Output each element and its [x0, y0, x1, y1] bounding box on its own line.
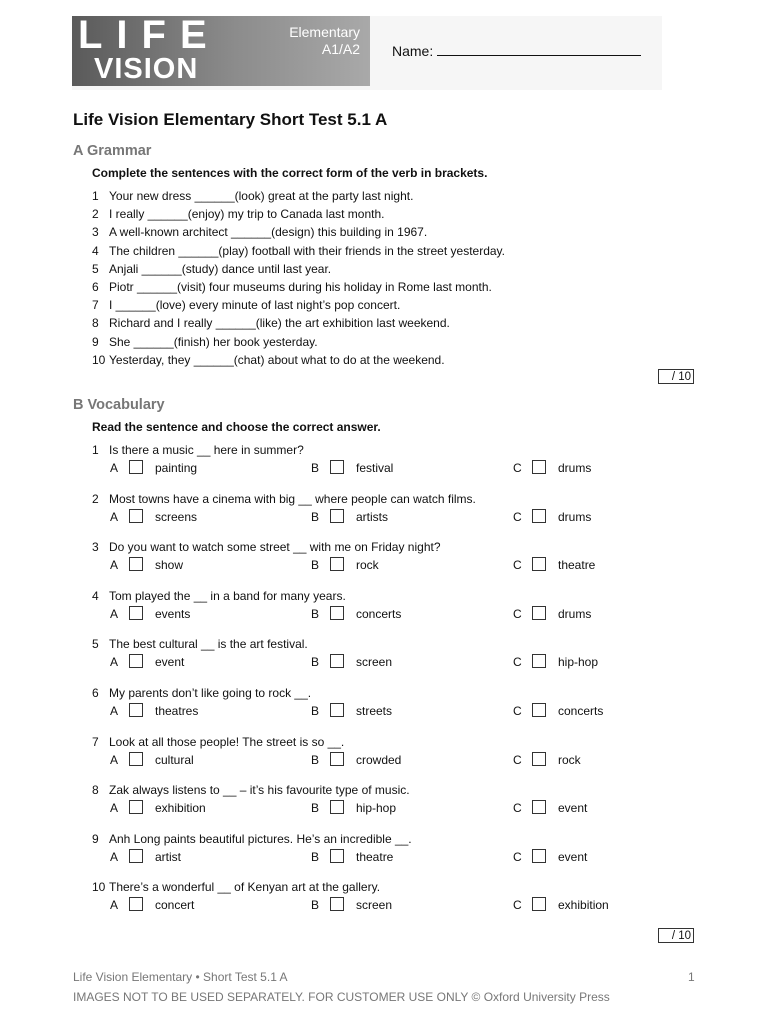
answer-checkbox[interactable]: [532, 654, 546, 668]
question-number: 2: [92, 491, 99, 506]
vocabulary-question: [92, 686, 311, 700]
option-letter: A: [110, 752, 119, 767]
question-number: 6: [92, 686, 99, 700]
answer-checkbox[interactable]: [330, 460, 344, 474]
option-letter: A: [110, 849, 119, 864]
option-text: events: [155, 606, 191, 621]
item-text: Richard and I really ______(like) the art exhibition last weekend.: [109, 316, 450, 331]
answer-checkbox[interactable]: [330, 703, 344, 717]
grammar-item: [92, 244, 505, 258]
answer-checkbox[interactable]: [330, 654, 344, 668]
item-text: I ______(love) every minute of last night’s pop concert.: [109, 298, 401, 313]
grammar-item: [92, 316, 450, 330]
question-text: My parents don’t like going to rock __.: [109, 686, 312, 700]
page-number: 1: [688, 970, 695, 984]
option-text: crowded: [356, 752, 402, 767]
item-number: 4: [92, 243, 99, 258]
question-number: 5: [92, 637, 99, 652]
answer-checkbox[interactable]: [129, 703, 143, 717]
answer-checkbox[interactable]: [129, 509, 143, 523]
answer-checkbox[interactable]: [330, 509, 344, 523]
vocabulary-question: [92, 492, 476, 506]
option-text: event: [155, 655, 185, 670]
answer-checkbox[interactable]: [129, 849, 143, 863]
question-text: There’s a wonderful __ of Kenyan art at the gallery.: [109, 880, 381, 895]
item-text: Anjali ______(study) dance until last year.: [109, 261, 332, 276]
item-number: 6: [92, 280, 99, 294]
question-text: The best cultural __ is the art festival.: [109, 637, 308, 652]
answer-checkbox[interactable]: [330, 752, 344, 766]
option-letter: B: [311, 461, 320, 475]
option-text: concerts: [356, 606, 402, 621]
question-number: 7: [92, 734, 99, 749]
name-label: Name:: [392, 43, 434, 59]
item-number: 10: [92, 352, 106, 367]
option-letter: C: [513, 704, 522, 718]
option-letter: C: [513, 509, 522, 524]
vocabulary-question: [92, 589, 346, 603]
answer-checkbox[interactable]: [532, 606, 546, 620]
option-letter: A: [110, 461, 119, 475]
grammar-item: [92, 353, 445, 367]
grammar-item: [92, 262, 331, 276]
item-text: Piotr ______(visit) four museums during his holiday in Rome last month.: [109, 280, 492, 294]
option-letter: A: [110, 558, 119, 573]
item-number: 3: [92, 225, 99, 240]
answer-checkbox[interactable]: [129, 897, 143, 911]
item-text: The children ______(play) football with their friends in the street yesterday.: [109, 243, 505, 258]
option-letter: B: [311, 849, 320, 864]
answer-checkbox[interactable]: [532, 897, 546, 911]
option-text: drums: [558, 606, 592, 621]
vocabulary-instruction: Read the sentence and choose the correct answer.: [92, 420, 381, 434]
question-number: 8: [92, 783, 99, 798]
option-text: hip-hop: [356, 801, 397, 816]
question-text: Anh Long paints beautiful pictures. He’s an incredible __.: [109, 831, 412, 846]
option-letter: B: [311, 801, 320, 816]
grammar-item: [92, 298, 400, 312]
answer-checkbox[interactable]: [532, 703, 546, 717]
grammar-instruction: Complete the sentences with the correct form of the verb in brackets.: [92, 166, 488, 180]
question-text: Tom played the __ in a band for many years.: [109, 588, 346, 603]
answer-checkbox[interactable]: [532, 460, 546, 474]
answer-checkbox[interactable]: [532, 800, 546, 814]
item-number: 9: [92, 334, 99, 349]
option-text: cultural: [155, 752, 194, 767]
option-letter: A: [110, 606, 119, 621]
question-number: 3: [92, 540, 99, 555]
answer-checkbox[interactable]: [129, 460, 143, 474]
vocabulary-question: [92, 880, 380, 894]
question-number: 4: [92, 588, 99, 603]
option-letter: B: [311, 898, 320, 913]
option-letter: C: [513, 558, 522, 573]
option-letter: A: [110, 898, 119, 913]
option-letter: A: [110, 509, 119, 524]
footer-title: Life Vision Elementary • Short Test 5.1 A: [73, 970, 288, 984]
question-text: Look at all those people! The street is so __.: [109, 734, 345, 749]
question-number: 9: [92, 831, 99, 846]
grammar-item: [92, 335, 318, 349]
item-number: 5: [92, 261, 99, 276]
vocabulary-question: [92, 540, 441, 554]
grammar-item: [92, 225, 427, 239]
option-letter: C: [513, 752, 522, 767]
answer-checkbox[interactable]: [330, 849, 344, 863]
option-text: festival: [356, 461, 394, 475]
option-text: exhibition: [558, 898, 609, 913]
answer-checkbox[interactable]: [330, 800, 344, 814]
question-text: Do you want to watch some street __ with me on Friday night?: [109, 540, 441, 555]
option-text: show: [155, 558, 184, 573]
name-field: [392, 41, 641, 59]
option-text: rock: [558, 752, 581, 767]
option-text: screens: [155, 509, 198, 524]
item-number: 7: [92, 298, 99, 313]
question-text: Is there a music __ here in summer?: [109, 443, 304, 457]
copyright-notice: IMAGES NOT TO BE USED SEPARATELY. FOR CUSTOMER USE ONLY © Oxford University Press: [73, 990, 610, 1004]
answer-checkbox[interactable]: [129, 752, 143, 766]
item-number: 2: [92, 207, 99, 222]
question-text: Most towns have a cinema with big __ where people can watch films.: [109, 491, 476, 506]
option-text: theatres: [155, 704, 199, 718]
option-text: drums: [558, 509, 592, 524]
answer-checkbox[interactable]: [129, 654, 143, 668]
vocabulary-heading: B Vocabulary: [73, 397, 165, 413]
vocabulary-score-box: / 10: [658, 928, 694, 943]
option-letter: B: [311, 655, 320, 670]
option-letter: A: [110, 801, 119, 816]
grammar-score-box: / 10: [658, 369, 694, 384]
vocabulary-question: [92, 735, 344, 749]
vocabulary-question: [92, 832, 412, 846]
item-text: A well-known architect ______(design) this building in 1967.: [109, 225, 428, 240]
option-letter: B: [311, 606, 320, 621]
answer-checkbox[interactable]: [129, 800, 143, 814]
option-letter: C: [513, 898, 522, 913]
option-letter: C: [513, 849, 522, 864]
vocabulary-question: [92, 637, 308, 651]
option-letter: A: [110, 655, 119, 670]
question-text: Zak always listens to __ – it’s his favourite type of music.: [109, 783, 410, 798]
level-line-2: A1/A2: [321, 41, 360, 57]
vocabulary-question: [92, 783, 410, 797]
grammar-item: [92, 280, 492, 294]
option-text: theatre: [356, 849, 394, 864]
life-vision-logo: [72, 16, 370, 86]
option-text: hip-hop: [558, 655, 599, 670]
option-text: artists: [356, 509, 389, 524]
item-number: 1: [92, 189, 99, 203]
option-text: drums: [558, 461, 592, 475]
option-text: screen: [356, 898, 393, 913]
option-text: concert: [155, 898, 195, 913]
level-line-1: Elementary: [289, 24, 360, 40]
question-number: 10: [92, 880, 106, 895]
option-text: theatre: [558, 558, 596, 573]
option-text: painting: [155, 461, 198, 475]
answer-checkbox[interactable]: [330, 606, 344, 620]
grammar-item: [92, 207, 384, 221]
item-text: I really ______(enjoy) my trip to Canada last month.: [109, 207, 385, 222]
vocabulary-question: [92, 443, 304, 457]
test-title: Life Vision Elementary Short Test 5.1 A: [73, 110, 388, 129]
option-letter: C: [513, 655, 522, 670]
logo-vision-text: VISION: [94, 53, 199, 85]
option-letter: C: [513, 606, 522, 621]
option-text: streets: [356, 704, 393, 718]
answer-checkbox[interactable]: [330, 557, 344, 571]
level-label: [289, 24, 360, 58]
answer-checkbox[interactable]: [129, 557, 143, 571]
option-text: artist: [155, 849, 182, 864]
answer-checkbox[interactable]: [330, 897, 344, 911]
answer-checkbox[interactable]: [532, 509, 546, 523]
grammar-heading: A Grammar: [73, 143, 152, 159]
question-number: 1: [92, 443, 99, 457]
item-text: Yesterday, they ______(chat) about what to do at the weekend.: [109, 352, 445, 367]
item-number: 8: [92, 316, 99, 331]
answer-checkbox[interactable]: [532, 849, 546, 863]
item-text: She ______(finish) her book yesterday.: [109, 334, 318, 349]
item-text: Your new dress ______(look) great at the party last night.: [109, 189, 414, 203]
answer-checkbox[interactable]: [532, 752, 546, 766]
option-text: exhibition: [155, 801, 206, 816]
option-letter: B: [311, 509, 320, 524]
option-text: rock: [356, 558, 379, 573]
option-letter: C: [513, 461, 522, 475]
option-letter: B: [311, 704, 320, 718]
name-blank-line[interactable]: [437, 41, 641, 56]
logo-life-text: LIFE: [78, 16, 221, 57]
option-letter: B: [311, 752, 320, 767]
grammar-item: [92, 189, 413, 203]
answer-checkbox[interactable]: [129, 606, 143, 620]
answer-checkbox[interactable]: [532, 557, 546, 571]
option-letter: C: [513, 801, 522, 816]
option-letter: A: [110, 704, 119, 718]
option-text: concerts: [558, 704, 604, 718]
option-text: event: [558, 801, 588, 816]
option-text: screen: [356, 655, 393, 670]
option-letter: B: [311, 558, 320, 573]
option-text: event: [558, 849, 588, 864]
